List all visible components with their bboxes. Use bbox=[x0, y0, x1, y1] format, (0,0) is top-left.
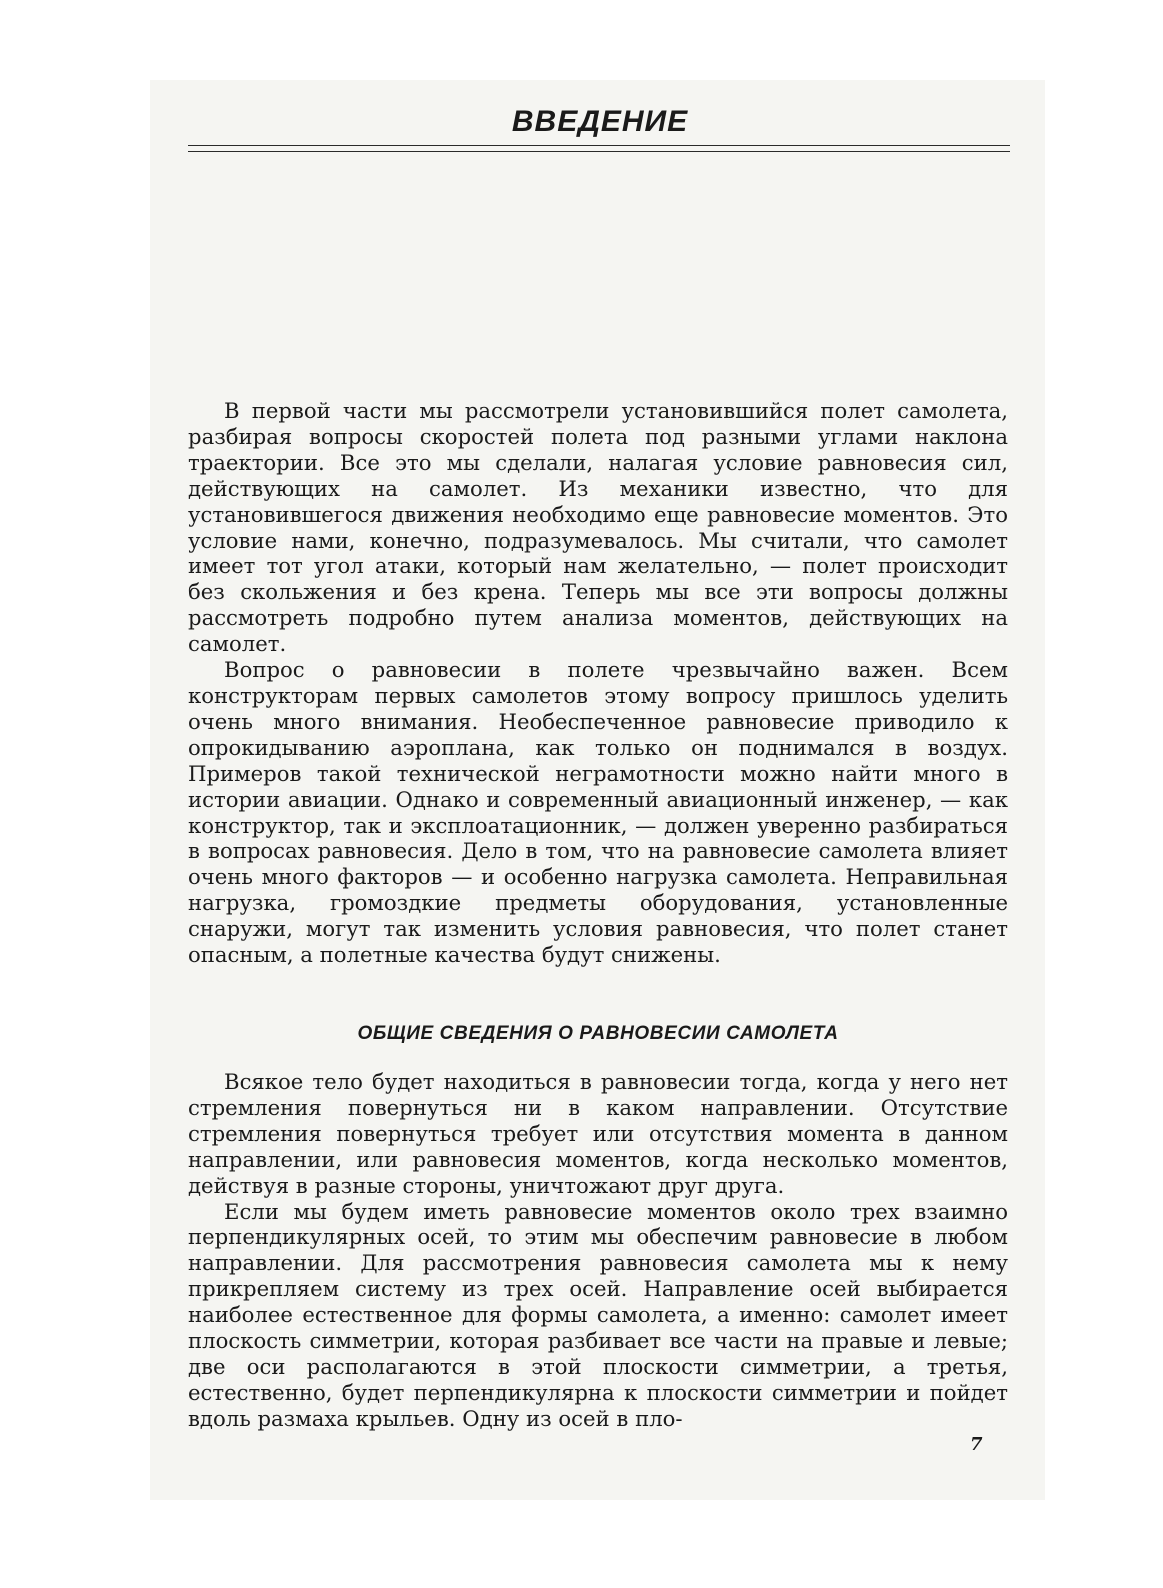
title-rule-lower bbox=[188, 151, 1010, 152]
intro-text bbox=[188, 398, 1008, 968]
chapter-title: ВВЕДЕНИЕ bbox=[511, 105, 689, 138]
section-text bbox=[188, 1069, 1008, 1432]
section-paragraph-2: Если мы будем иметь равновесие моментов около трех взаимно перпендикулярных осей, то этим мы обеспечим равновесие в любом направлении. Для рассмотрения равновесия самолета мы к нему прикрепляем систему из трех осей. Направление осей выбирается наиболее естественное для формы самолета, а именно: самолет имеет плоскость симметрии, которая разбивает все части на правые и левые; две оси располагаются в этой плоскости симметрии, а третья, естественно, будет перпендикулярна к плоскости симметрии и пойдет вдоль размаха крыльев. Одну из осей в пло- bbox=[188, 1198, 1008, 1431]
page-number: 7 bbox=[970, 1434, 983, 1455]
title-rule-upper bbox=[188, 145, 1010, 146]
section-paragraph-1: Всякое тело будет находиться в равновесии тогда, когда у него нет стремления повернуться ни в каком направлении. Отсутствие стремления повернуться требует или отсутствия момента в данном направлении, или равновесия моментов, когда несколько моментов, действуя в разные стороны, уничтожают друг друга. bbox=[188, 1069, 1008, 1198]
intro-paragraph-2: Вопрос о равновесии в полете чрезвычайно важен. Всем конструкторам первых самолетов этому вопросу пришлось уделить очень много внимания. Необеспеченное равновесие приводило к опрокидыванию аэроплана, как только он поднимался в воздух. Примеров такой технической неграмотности можно найти много в истории авиации. Однако и современный авиационный инженер, — как конструктор, так и эксплоатационник, — должен уверенно разбираться в вопросах равновесия. Дело в том, что на равновесие самолета влияет очень много факторов — и особенно нагрузка самолета. Неправильная нагрузка, громоздкие предметы оборудования, установленные снаружи, могут так изменить условия равновесия, что полет станет опасным, а полетные качества будут снижены. bbox=[188, 657, 1008, 968]
intro-paragraph-1: В первой части мы рассмотрели установившийся полет самолета, разбирая вопросы скоростей полета под разными углами наклона траектории. Все это мы сделали, налагая условие равновесия сил, действующих на самолет. Из механики известно, что для установившегося движения необходимо еще равновесие моментов. Это условие нами, конечно, подразумевалось. Мы считали, что самолет имеет тот угол атаки, который нам желательно, — полет происходит без скольжения и без крена. Теперь мы все эти вопросы должны рассмотреть подробно путем анализа моментов, действующих на самолет. bbox=[188, 398, 1008, 657]
section-heading: ОБЩИЕ СВЕДЕНИЯ О РАВНОВЕСИИ САМОЛЕТА bbox=[357, 1023, 839, 1044]
